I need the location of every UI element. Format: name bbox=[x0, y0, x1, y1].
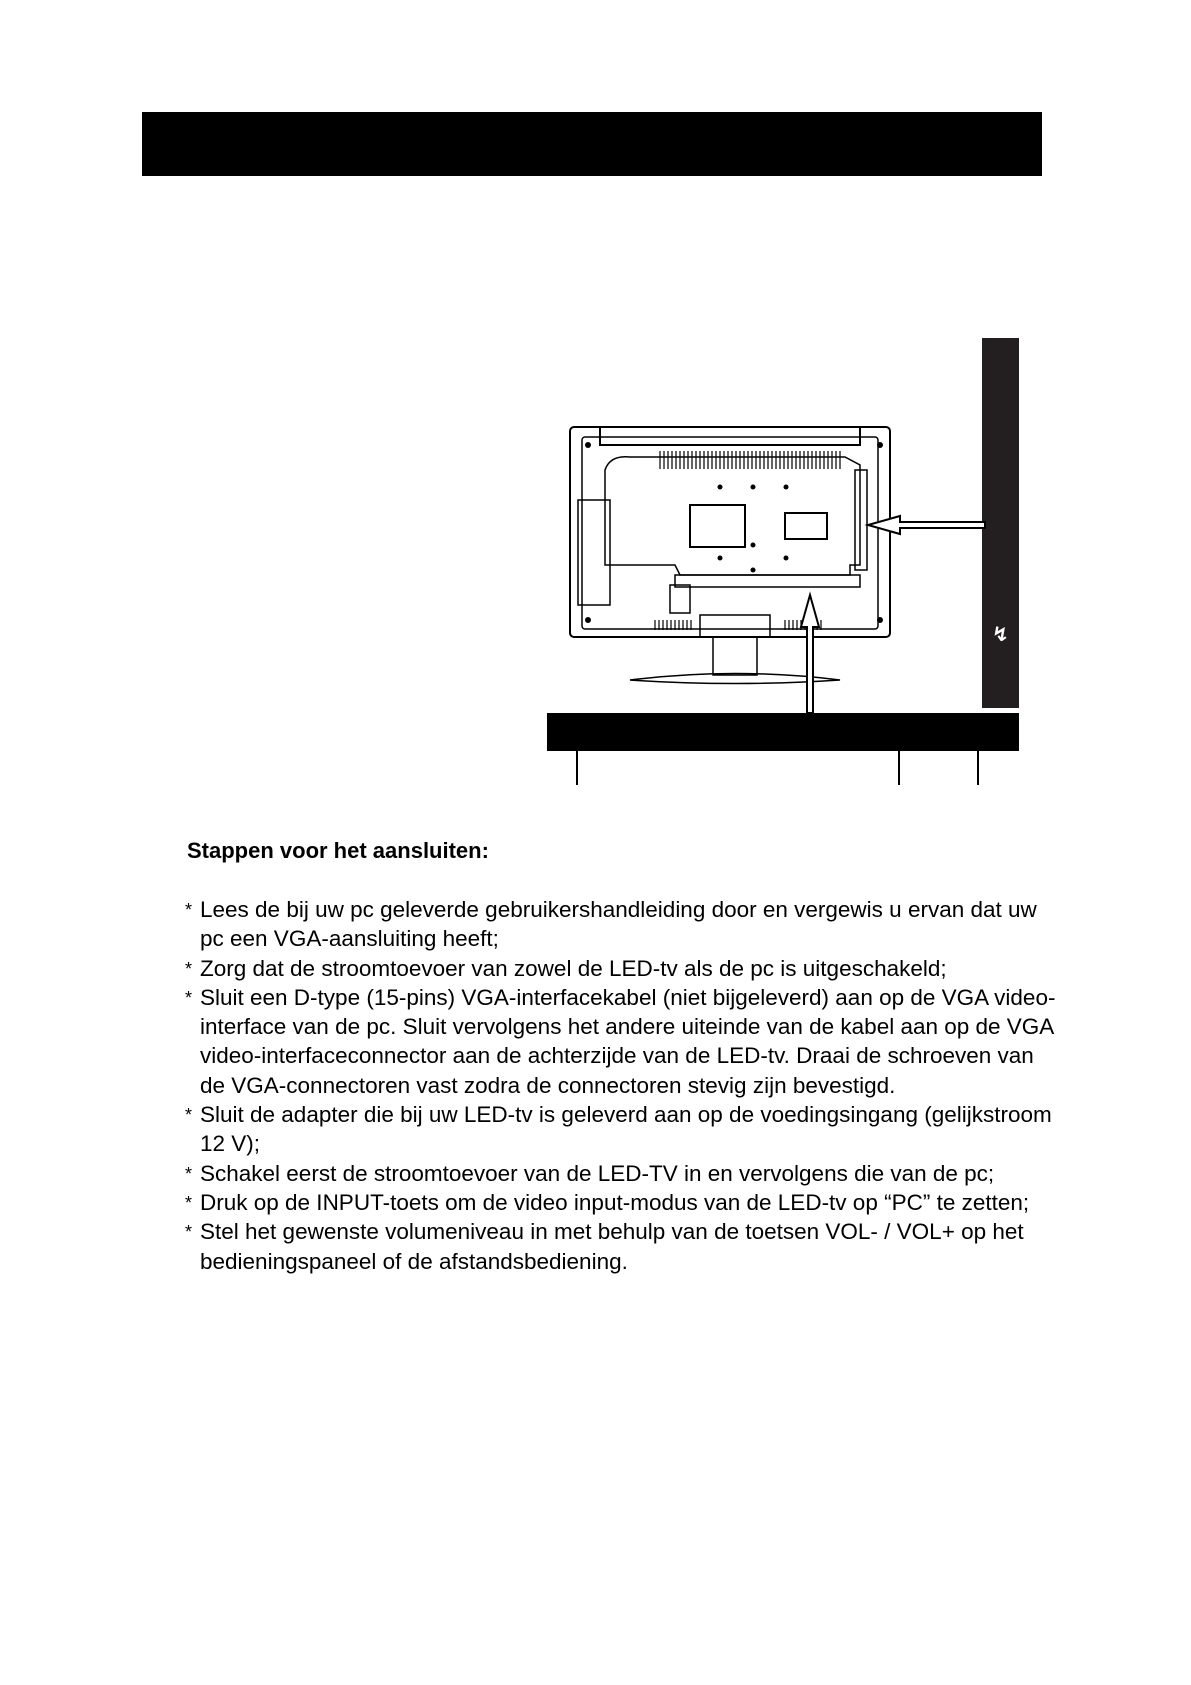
list-item: * Stel het gewenste volumeniveau in met behulp van de toetsen VOL- / VOL+ op het bedieningspaneel of de afstandsbediening. bbox=[185, 1217, 1065, 1276]
label-tick-mark bbox=[977, 751, 979, 785]
section-header-bar bbox=[142, 112, 1042, 176]
section-heading: Stappen voor het aansluiten: bbox=[187, 838, 489, 863]
list-item: * Sluit de adapter die bij uw LED-tv is geleverd aan op de voedingsingang (gelijkstroom 12 V); bbox=[185, 1100, 1065, 1159]
label-tick-mark bbox=[576, 751, 578, 785]
power-plug-icon: ↯ bbox=[992, 622, 1009, 646]
tv-rear-diagram bbox=[560, 415, 990, 715]
list-item: * Schakel eerst de stroomtoevoer van de LED-TV in en vervolgens die van de pc; bbox=[185, 1159, 1065, 1188]
list-item: * Lees de bij uw pc geleverde gebruikershandleiding door en vergewis u ervan dat uw pc een VGA-aansluiting heeft; bbox=[185, 895, 1065, 954]
connection-steps-list bbox=[185, 895, 1065, 1276]
list-item: * Sluit een D-type (15-pins) VGA-interfacekabel (niet bijgeleverd) aan op de VGA video-interface van de pc. Sluit vervolgens het andere uiteinde van de kabel aan op de VGA video-interfaceconnector aan de achterzijde van de LED-tv. Draai de schroeven van de VGA-connectoren vast zodra de connectoren stevig zijn bevestigd. bbox=[185, 983, 1065, 1100]
connector-label-bar bbox=[547, 713, 1019, 751]
list-item: * Druk op de INPUT-toets om de video input-modus van de LED-tv op “PC” te zetten; bbox=[185, 1188, 1065, 1217]
list-item: * Zorg dat de stroomtoevoer van zowel de LED-tv als de pc is uitgeschakeld; bbox=[185, 954, 1065, 983]
label-tick-mark bbox=[898, 751, 900, 785]
